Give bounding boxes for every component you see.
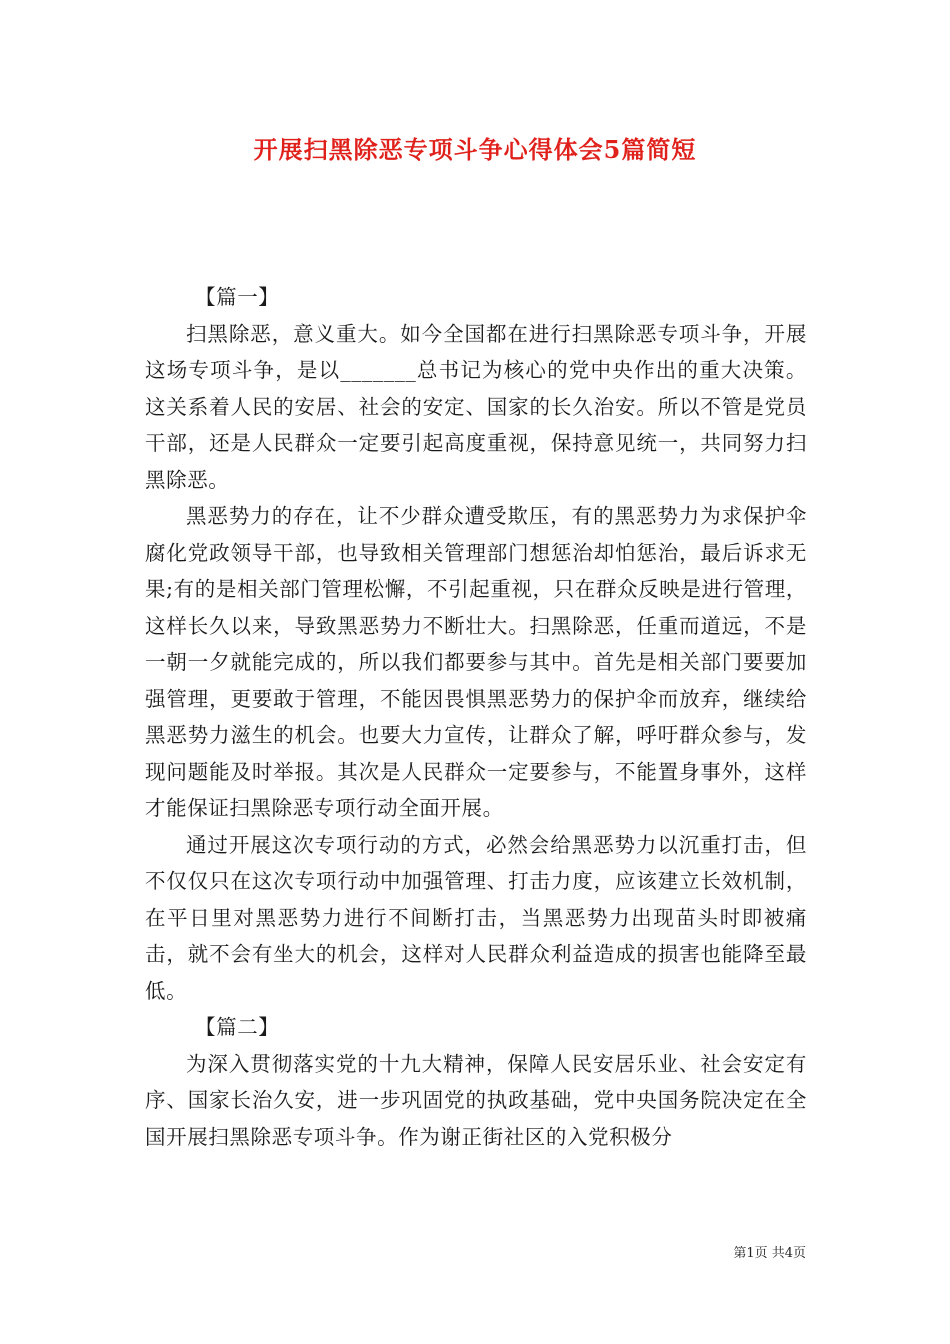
paragraph: 为深入贯彻落实党的十九大精神，保障人民安居乐业、社会安定有序、国家长治久安，进一步巩固党的执政基础，党中央国务院决定在全国开展扫黑除恶专项斗争。作为谢正街社区的入党积极分 xyxy=(145,1051,807,1149)
page-number: 第1页 共4页 xyxy=(733,1246,806,1261)
paragraph: 扫黑除恶，意义重大。如今全国都在进行扫黑除恶专项斗争，开展这场专项斗争，是以_______总书记为核心的党中央作出的重大决策。这关系着人民的安居、社会的安定、国家的长久治安。所以不管是党员干部，还是人民群众一定要引起高度重视，保持意见统一，共同努力扫黑除恶。 xyxy=(145,321,807,492)
document-title: 开展扫黑除恶专项斗争心得体会5篇简短 xyxy=(253,135,697,164)
paragraph: 通过开展这次专项行动的方式，必然会给黑恶势力以沉重打击，但不仅仅只在这次专项行动中加强管理、打击力度，应该建立长效机制，在平日里对黑恶势力进行不间断打击，当黑恶势力出现苗头时即被痛击，就不会有坐大的机会，这样对人民群众利益造成的损害也能降至最低。 xyxy=(145,832,807,1003)
document-body xyxy=(145,279,807,1155)
section-heading-1: 【篇一】 xyxy=(195,285,280,309)
section-heading-2: 【篇二】 xyxy=(195,1015,280,1039)
paragraph: 黑恶势力的存在，让不少群众遭受欺压，有的黑恶势力为求保护伞腐化党政领导干部，也导致相关管理部门想惩治却怕惩治，最后诉求无果;有的是相关部门管理松懈，不引起重视，只在群众反映是进行管理，这样长久以来，导致黑恶势力不断壮大。扫黑除恶，任重而道远，不是一朝一夕就能完成的，所以我们都要参与其中。首先是相关部门要要加强管理，更要敢于管理，不能因畏惧黑恶势力的保护伞而放弃，继续给黑恶势力滋生的机会。也要大力宣传，让群众了解，呼吁群众参与，发现问题能及时举报。其次是人民群众一定要参与，不能置身事外，这样才能保证扫黑除恶专项行动全面开展。 xyxy=(145,504,807,820)
